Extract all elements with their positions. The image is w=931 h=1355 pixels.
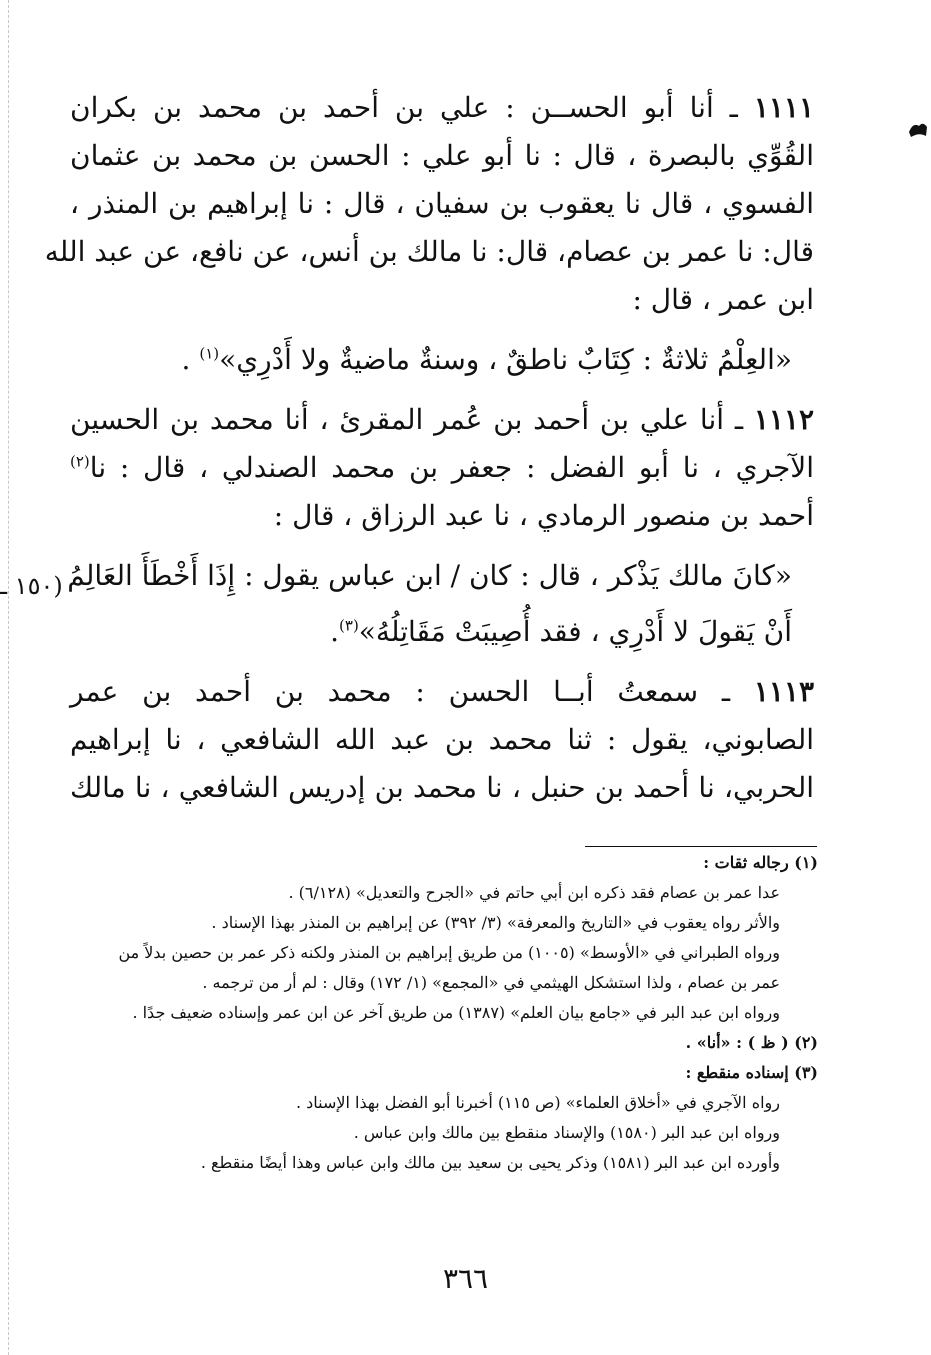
text-line: الآجري ، نا أبو الفضل : جعفر بن محمد الصندلي ، قال : نا — [89, 451, 814, 484]
entry-1112-line-2 — [70, 444, 814, 492]
footnote-separator — [585, 846, 817, 847]
entry-1111-quote — [70, 332, 814, 388]
main-text — [44, 84, 814, 812]
footnote-3-line: وأورده ابن عبد البر (١٥٨١) وذكر يحيى بن سعيد بين مالك وابن عباس وهذا أيضًا منقطع . — [200, 1153, 780, 1172]
entry-1112-quote-2 — [70, 604, 814, 660]
entry-1111-line-4: قال: نا عمر بن عصام، قال: نا مالك بن أنس، عن نافع، عن عبد الله — [44, 235, 814, 268]
footnote-3-heading: (٣) إسناده منقطع : — [685, 1063, 818, 1082]
footnote-ref: (٣) — [339, 616, 359, 635]
footnote-1-line: ورواه ابن عبد البر في «جامع بيان العلم» (١٣٨٧) من طريق آخر عن ابن عمر وإسناده ضعيف جدًا . — [132, 1003, 780, 1022]
entry-1113-line-3: الحربي، نا أحمد بن حنبل ، نا محمد بن إدريس الشافعي ، نا مالك — [70, 771, 814, 804]
entry-1112-quote-1: «كانَ مالك يَذْكر ، قال : كان / ابن عباس يقول : إِذَا أَخْطَأَ العَالِمُ — [67, 559, 792, 592]
entry-number: ١١١١ — [753, 91, 814, 124]
entry-1111-line-2: القُوِّي بالبصرة ، قال : نا أبو علي : الحسن بن محمد بن عثمان — [70, 139, 814, 172]
text-line: ـ أنا أبو الحســن : علي بن أحمد بن محمد بن بكران — [70, 91, 738, 124]
footnote-3-line: ورواه ابن عبد البر (١٥٨٠) والإسناد منقطع بين مالك وابن عباس . — [353, 1123, 780, 1142]
page-number: ٣٦٦ — [442, 1262, 489, 1295]
quote-end: . — [181, 343, 200, 376]
quote-text: «العِلْمُ ثلاثةٌ : كِتَابٌ ناطقٌ ، وسنةٌ ماضيةٌ ولا أَدْرِي» — [219, 343, 792, 376]
entry-1113-line-1 — [70, 668, 814, 716]
margin-folio-marker: (١٥٠ ـ — [0, 572, 63, 600]
footnote-1-line: عمر بن عصام ، ولذا استشكل الهيثمي في «المجمع» (١/ ١٧٢) وقال : لم أر من ترجمه . — [202, 973, 780, 992]
margin-mark-icon — [907, 118, 929, 140]
footnote-1-line: ورواه الطبراني في «الأوسط» (١٠٠٥) من طريق إبراهيم بن المنذر ولكنه ذكر عمر بن حصين بدلاً من — [118, 943, 780, 962]
entry-number: ١١١٢ — [753, 403, 814, 436]
entry-1111-line-5: ابن عمر ، قال : — [632, 283, 814, 316]
quote-text: أَنْ يَقولَ لا أَدْرِي ، فقد أُصِيبَتْ مَقَاتِلُهُ» — [358, 615, 792, 648]
entry-1112-line-3: أحمد بن منصور الرمادي ، نا عبد الرزاق ، قال : — [273, 499, 814, 532]
footnote-3-line: رواه الآجري في «أخلاق العلماء» (ص ١١٥) أخبرنا أبو الفضل بهذا الإسناد . — [295, 1093, 780, 1112]
footnote-ref: (٢) — [70, 452, 90, 471]
footnote-2: (٢) ( ظ ) : «أنا» . — [685, 1033, 818, 1052]
footnote-ref: (١) — [199, 344, 220, 363]
footnote-1-heading: (١) رجاله ثقات : — [703, 853, 818, 872]
scan-edge-line — [8, 0, 9, 1355]
footnotes — [94, 848, 818, 1178]
footnote-1-line: عدا عمر بن عصام فقد ذكره ابن أبي حاتم في «الجرح والتعديل» (٦/١٢٨) . — [288, 883, 780, 902]
entry-1113-line-2: الصابوني، يقول : ثنا محمد بن عبد الله الشافعي ، نا إبراهيم — [70, 723, 814, 756]
entry-1112-line-1 — [70, 396, 814, 444]
entry-1111-line-3: الفسوي ، قال نا يعقوب بن سفيان ، قال : نا إبراهيم بن المنذر ، — [70, 187, 814, 220]
text-line: ـ سمعتُ أبــا الحسن : محمد بن أحمد بن عمر — [70, 675, 731, 708]
text-line: ـ أنا علي بن أحمد بن عُمر المقرئ ، أنا محمد بن الحسين — [70, 403, 744, 436]
footnote-1-line: والأثر رواه يعقوب في «التاريخ والمعرفة» (٣/ ٣٩٢) عن إبراهيم بن المنذر بهذا الإسناد . — [211, 913, 780, 932]
entry-number: ١١١٣ — [753, 675, 814, 708]
entry-1111-line-1 — [70, 84, 814, 132]
quote-end: . — [330, 615, 340, 648]
